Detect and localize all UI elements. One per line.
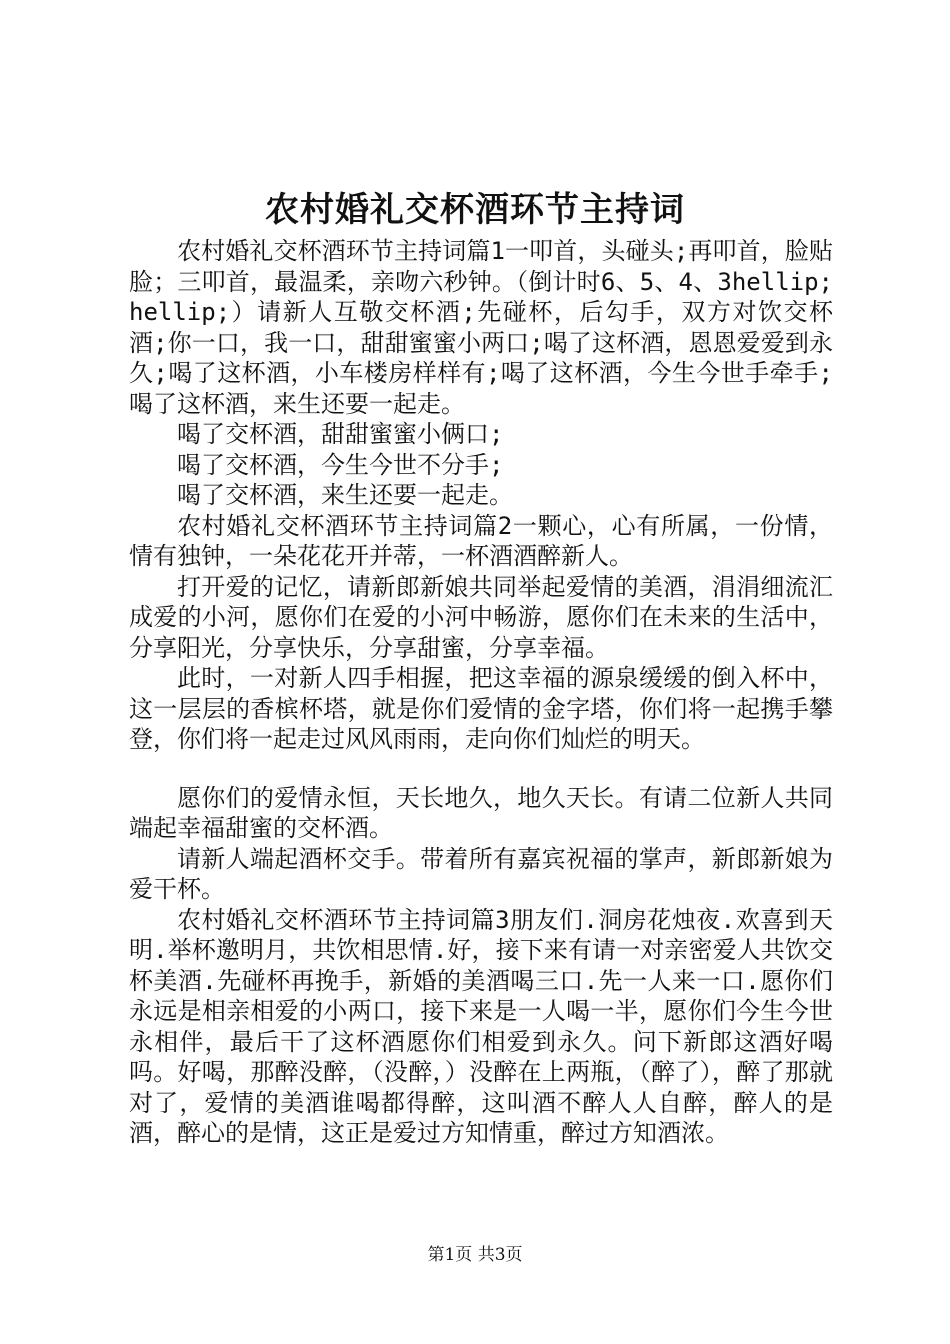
document-title: 农村婚礼交杯酒环节主持词 — [265, 190, 685, 230]
paragraph: 农村婚礼交杯酒环节主持词篇1一叩首，头碰头;再叩首，脸贴脸；三叩首，最温柔，亲吻六秒钟。（倒计时6、5、4、3hellip;hellip;）请新人互敬交杯酒;先碰杯，后勾手，双方对饮交杯酒;你一口，我一口，甜甜蜜蜜小两口;喝了这杯酒，恩恩爱爱到永久;喝了这杯酒，小车楼房样样有;喝了这杯酒，今生今世手牵手;喝了这杯酒，来生还要一起走。 — [129, 237, 833, 418]
paragraph: 喝了交杯酒，甜甜蜜蜜小俩口; — [177, 420, 504, 448]
page-footer: 第1页 共3页 — [427, 1245, 523, 1265]
paragraph: 此时，一对新人四手相握，把这幸福的源泉缓缓的倒入杯中，这一层层的香槟杯塔，就是你们爱情的金字塔，你们将一起携手攀登，你们将一起走过风风雨雨，走向你们灿烂的明天。 — [129, 664, 833, 753]
paragraph: 农村婚礼交杯酒环节主持词篇3朋友们.洞房花烛夜.欢喜到天明.举杯邀明月，共饮相思情.好，接下来有请一对亲密爱人共饮交杯美酒.先碰杯再挽手，新婚的美酒喝三口.先一人来一口.愿你们永远是相亲相爱的小两口，接下来是一人喝一半，愿你们今生今世永相伴，最后干了这杯酒愿你们相爱到永久。问下新郎这酒好喝吗。好喝，那醉没醉，（没醉，）没醉在上两瓶，（醉了），醉了那就对了，爱情的美酒谁喝都得醉，这叫酒不醉人人自醉，醉人的是酒，醉心的是情，这正是爱过方知情重，醉过方知酒浓。 — [129, 905, 833, 1147]
document-body — [129, 236, 833, 1149]
paragraph: 请新人端起酒杯交手。带着所有嘉宾祝福的掌声，新郎新娘为爱干杯。 — [129, 844, 833, 903]
paragraph: 愿你们的爱情永恒，天长地久，地久天长。有请二位新人共同端起幸福甜蜜的交杯酒。 — [129, 783, 833, 842]
paragraph: 农村婚礼交杯酒环节主持词篇2一颗心，心有所属，一份情，情有独钟，一朵花花开并蒂，一杯酒酒醉新人。 — [129, 511, 833, 570]
paragraph: 喝了交杯酒，今生今世不分手; — [177, 450, 504, 479]
paragraph: 打开爱的记忆，请新郎新娘共同举起爱情的美酒，涓涓细流汇成爱的小河，愿你们在爱的小河中畅游，愿你们在未来的生活中，分享阳光，分享快乐，分享甜蜜，分享幸福。 — [129, 572, 833, 662]
paragraph: 喝了交杯酒，来生还要一起走。 — [177, 481, 513, 509]
